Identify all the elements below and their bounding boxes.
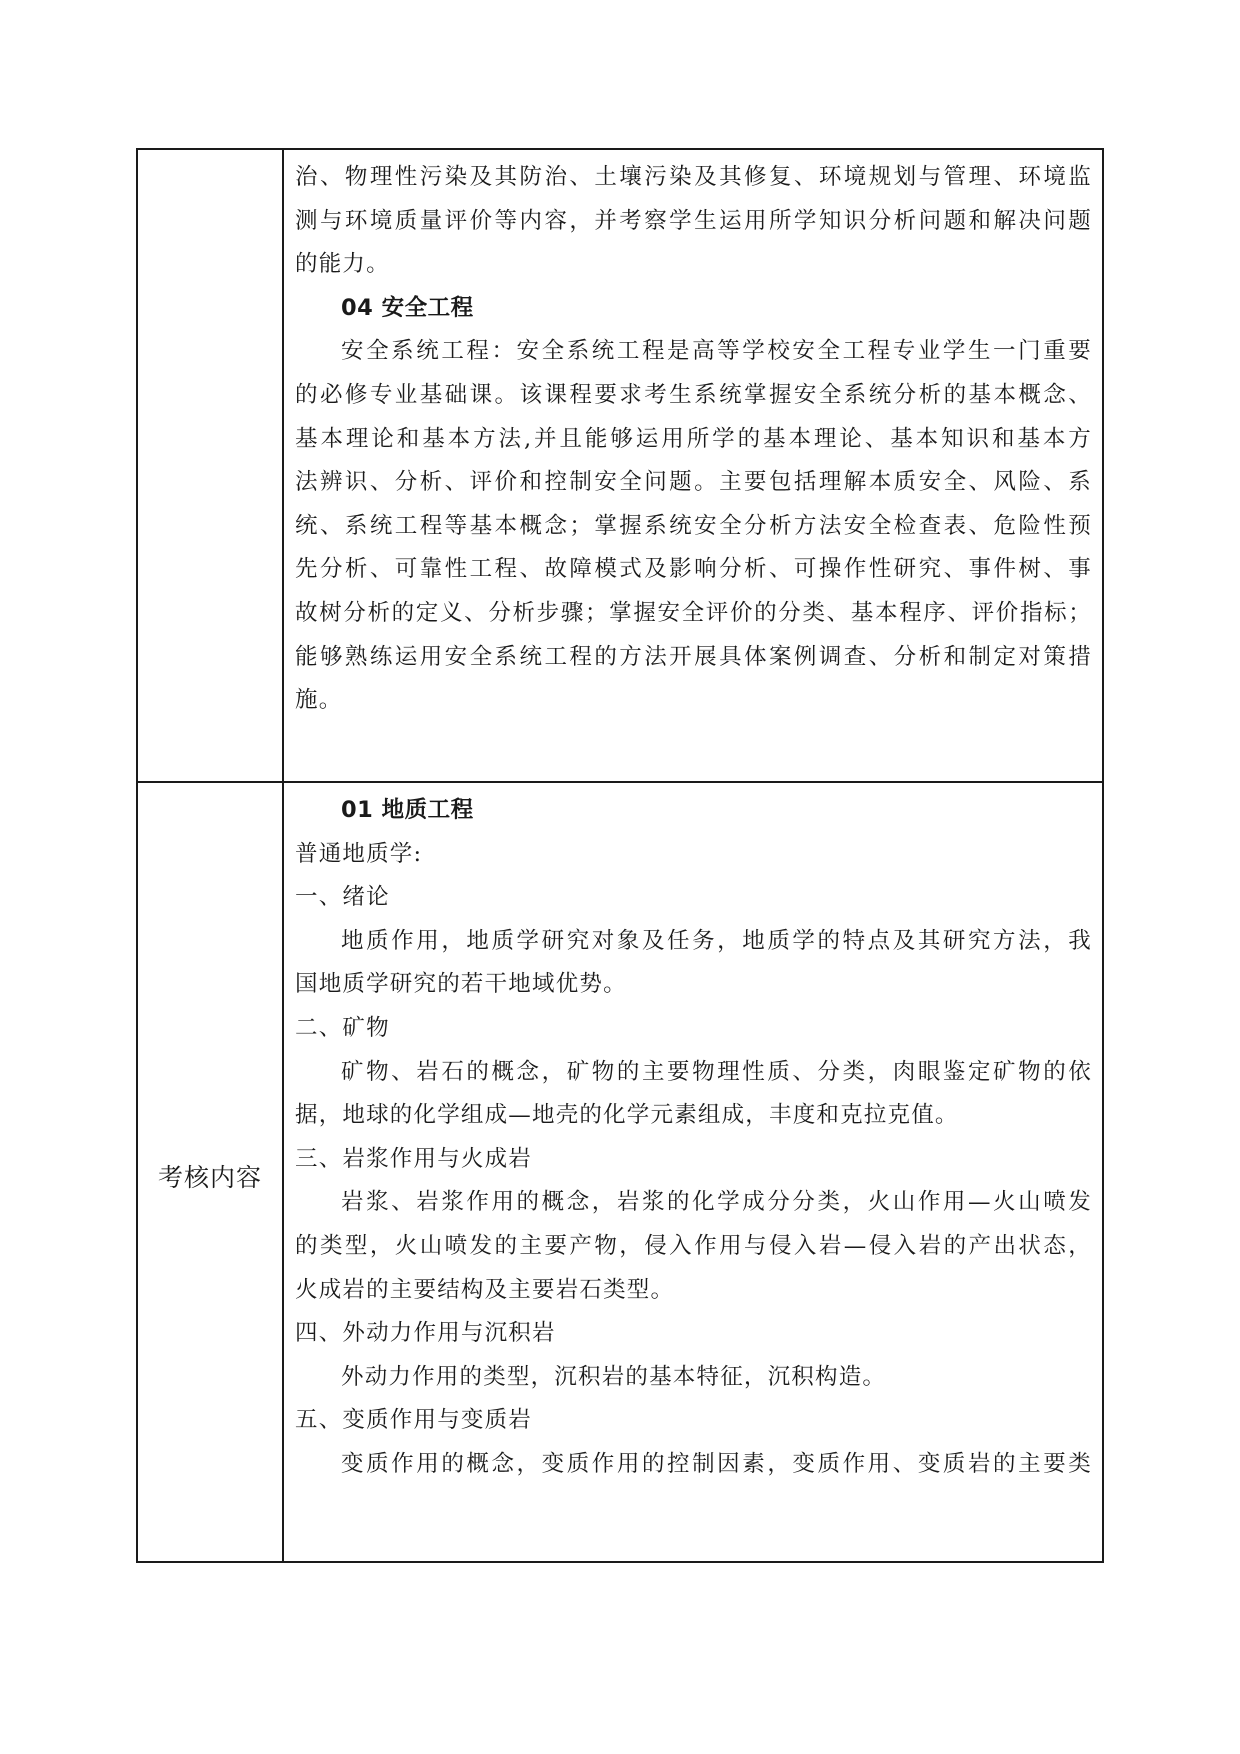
text-line: 先分析、可靠性工程、故障模式及影响分析、可操作性研究、事件树、事 — [295, 556, 1092, 583]
text-line: 的能力。 — [295, 251, 390, 278]
row-body-cell — [283, 782, 1103, 1562]
text-line: 矿物、岩石的概念，矿物的主要物理性质、分类，肉眼鉴定矿物的依 — [341, 1058, 1092, 1085]
text-line: 故树分析的定义、分析步骤；掌握安全评价的分类、基本程序、评价指标； — [295, 599, 1092, 626]
text-line: 基本理论和基本方法,并且能够运用所学的基本理论、基本知识和基本方 — [295, 425, 1092, 452]
row-label-cell-empty — [137, 149, 283, 782]
text-line: 据，地球的化学组成—地壳的化学元素组成，丰度和克拉克值。 — [295, 1102, 959, 1129]
text-line: 统、系统工程等基本概念；掌握系统安全分析方法安全检查表、危险性预 — [295, 512, 1092, 539]
row-label-cell — [137, 782, 283, 1562]
exam-content-table — [136, 148, 1104, 1563]
text-line: 安全系统工程：安全系统工程是高等学校安全工程专业学生一门重要 — [341, 338, 1092, 365]
chapter-heading: 一、绪论 — [295, 884, 390, 911]
chapter-heading: 四、外动力作用与沉积岩 — [295, 1320, 556, 1347]
chapter-heading: 二、矿物 — [295, 1014, 390, 1041]
text-line: 的必修专业基础课。该课程要求考生系统掌握安全系统分析的基本概念、 — [295, 381, 1092, 408]
text-line: 火成岩的主要结构及主要岩石类型。 — [295, 1276, 675, 1303]
row-body-cell — [283, 149, 1103, 782]
text-line: 地质作用，地质学研究对象及任务，地质学的特点及其研究方法，我 — [341, 927, 1092, 954]
row-label-exam-content: 考核内容 — [157, 1163, 262, 1192]
text-line: 国地质学研究的若干地域优势。 — [295, 971, 627, 998]
text-line: 的类型，火山喷发的主要产物，侵入作用与侵入岩—侵入岩的产出状态， — [295, 1232, 1092, 1259]
text-line: 能够熟练运用安全系统工程的方法开展具体案例调查、分析和制定对策措 — [295, 643, 1092, 670]
text-line: 法辨识、分析、评价和控制安全问题。主要包括理解本质安全、风险、系 — [295, 469, 1092, 496]
text-line: 外动力作用的类型，沉积岩的基本特征，沉积构造。 — [341, 1363, 887, 1390]
text-line: 施。 — [295, 687, 343, 714]
text-line: 岩浆、岩浆作用的概念，岩浆的化学成分分类，火山作用—火山喷发 — [341, 1189, 1092, 1216]
table-row-exam-content — [137, 782, 1103, 1562]
text-line: 测与环境质量评价等内容，并考察学生运用所学知识分析问题和解决问题 — [295, 207, 1092, 234]
chapter-heading: 三、岩浆作用与火成岩 — [295, 1145, 533, 1172]
text-line: 治、物理性污染及其防治、土壤污染及其修复、环境规划与管理、环境监 — [295, 164, 1092, 190]
section-heading-geological-engineering: 01 地质工程 — [341, 797, 474, 823]
section-heading-safety-engineering: 04 安全工程 — [341, 294, 474, 321]
table-row-safety-engineering — [137, 149, 1103, 782]
subject-title: 普通地质学: — [295, 840, 423, 867]
text-line: 变质作用的概念，变质作用的控制因素，变质作用、变质岩的主要类 — [341, 1450, 1092, 1477]
chapter-heading: 五、变质作用与变质岩 — [295, 1407, 533, 1434]
